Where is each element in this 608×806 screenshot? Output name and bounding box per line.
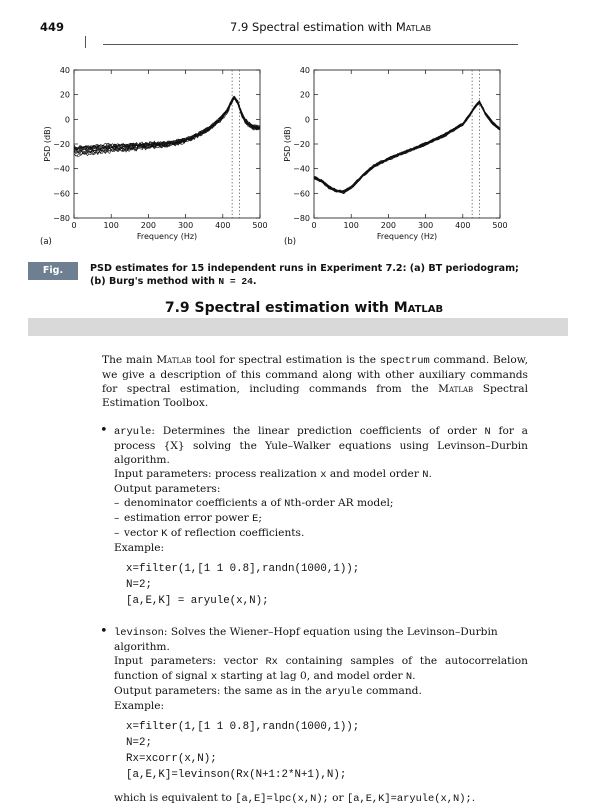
running-title-text: 7.9 Spectral estimation with [230,20,396,34]
panel-b-xtick-label: 300 [417,221,434,230]
body-text [102,353,528,806]
panel-a-ylabel: PSD (dB) [43,126,52,162]
running-title-sc: Matlab [395,20,432,34]
panel-b-xlabel: Frequency (Hz) [376,232,438,241]
aryule-example-label: Example: [114,542,165,554]
bullet-icon: • [100,624,108,639]
panel-a-ytick-label: −40 [53,164,70,174]
panel-b-label: (b) [284,237,297,247]
panel-b-xtick-label: 400 [455,221,471,230]
levinson-description: levinson: Solves the Wiener–Hopf equation using the Levinson–Durbin algorithm. [114,626,498,653]
aryule-output-3: – vector K of reflection coefficients. [114,526,528,541]
panel-a-ytick-label: −20 [53,140,70,149]
panel-b-series-line [314,100,500,191]
header-rule [103,44,518,45]
aryule-output-2: – estimation error power E; [114,511,528,526]
section-title [0,300,608,316]
panel-a-ytick-label: 40 [59,66,70,75]
caption-end: . [252,276,257,287]
panel-b-series-line [314,102,500,192]
section-band [28,318,568,336]
page-number: 449 [40,20,65,34]
aryule-output-label: Output parameters: [114,483,221,495]
panel-a-xtick-label: 200 [140,221,157,230]
aryule-item [102,424,528,609]
panel-a-xtick-label: 100 [103,221,119,230]
levinson-item [102,625,528,806]
panel-b-ylabel: PSD (dB) [283,126,292,162]
panel-a-ytick-label: −60 [53,189,70,199]
panel-b-xtick-label: 0 [311,221,317,230]
panel-b-series-line [314,102,500,192]
figure-svg [0,58,608,258]
aryule-code-block: x=filter(1,[1 1 0.8],randn(1000,1)); N=2; [a,E,K] = aryule(x,N); [126,563,360,607]
figure-tag: Fig. 7.14. [28,262,78,280]
panel-b-ytick-label: −60 [293,189,310,199]
panel-a-xtick-label: 400 [215,221,231,230]
panel-a-label: (a) [40,237,52,247]
panel-a-ytick-label: 20 [59,90,70,100]
section-title-sc: Matlab [393,300,444,316]
levinson-code-block: x=filter(1,[1 1 0.8],randn(1000,1)); N=2; Rx=xcorr(x,N); [a,E,K]=levinson(Rx(N+1:2*N+1),N); [126,721,360,781]
aryule-description: aryule: Determines the linear prediction coefficients of order N for a process {X} solving the Yule–Walker equations using Levinson–Durbin algorithm. [114,425,528,466]
panel-a-xtick-label: 0 [71,221,77,230]
panel-b-series-line [314,101,500,191]
panel-b-ytick-label: 40 [299,66,310,75]
figure-7-14 [0,58,608,258]
aryule-output-1: – denominator coefficients a of Nth-order AR model; [114,496,528,511]
panel-b-xtick-label: 100 [343,221,359,230]
panel-b-chart [283,66,508,241]
bullet-icon: • [100,423,108,438]
panel-b-xtick-label: 500 [492,221,508,230]
panel-a-ytick-label: −80 [53,214,70,223]
caption-code: N = 24 [218,276,253,287]
aryule-input: Input parameters: process realization x and model order N. [114,468,432,481]
levinson-example-label: Example: [114,700,165,712]
running-title [230,20,431,34]
panel-b-ytick-label: −80 [293,214,310,223]
section-title-text: 7.9 Spectral estimation with [164,300,394,316]
panel-b-xtick-label: 200 [380,221,397,230]
caption-text: PSD estimates for 15 independent runs in Experiment 7.2: (a) BT periodogram; (b) Burg's method with [90,263,519,287]
panel-b-series-line [314,102,500,192]
panel-a-ytick-label: 0 [64,115,70,125]
panel-a-chart [43,66,268,241]
levinson-output: Output parameters: the same as in the aryule command. [114,685,422,698]
panel-a-xtick-label: 500 [252,221,268,230]
panel-b-ytick-label: 0 [304,115,310,125]
panel-b-ytick-label: −20 [293,140,310,149]
figure-caption [90,262,530,288]
header-divider [85,36,86,48]
panel-b-ytick-label: 20 [299,90,310,100]
panel-a-xtick-label: 300 [177,221,194,230]
levinson-equivalence: which is equivalent to [a,E]=lpc(x,N); or [a,E,K]=aryule(x,N);. [114,792,476,805]
levinson-input: Input parameters: vector Rx containing samples of the autocorrelation function of signal x starting at lag 0, and model order N. [114,655,528,683]
panel-b-ytick-label: −40 [293,164,310,174]
intro-paragraph: The main Matlab tool for spectral estimation is the spectrum command. Below, we give a description of this command along with other auxiliary commands for spectral estimation, including commands from the Matlab Spectral Estimation Toolbox. [102,354,529,409]
panel-a-xlabel: Frequency (Hz) [136,232,198,241]
panel-b-series-line [314,102,500,191]
